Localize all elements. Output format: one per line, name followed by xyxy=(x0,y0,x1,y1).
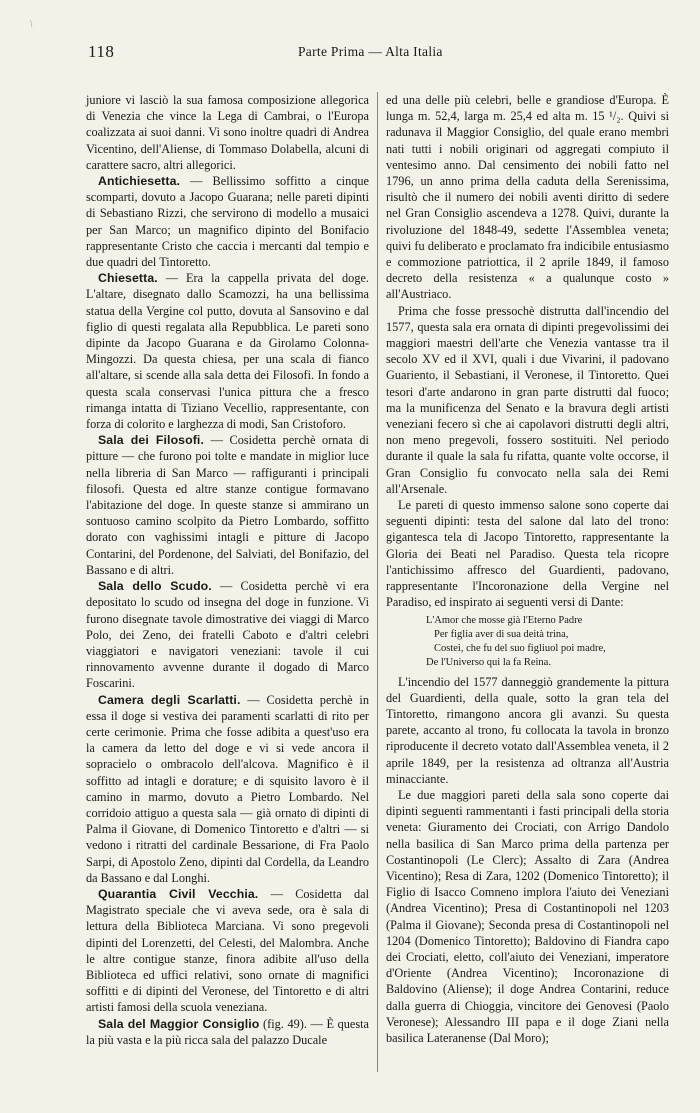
pencil-mark: / xyxy=(27,18,36,30)
paragraph-text: (fig. 49). — È questa la più vasta e la più ricca sala del palazzo Ducale xyxy=(86,1016,370,1047)
paragraph-text: — Era la cappella privata del doge. L'altare, disegnato dallo Scamozzi, ha una bellissima statua della Vergine col putto, dovuta al Sansovino e dal figlio di questi regalata alla Repubblica. Le pareti sono dipinte da Jacopo Guarana e da Girolamo Colonna-Mingozzi. Da questa chiesa, per una scala di fianco all'altare, si scende alla sala detta dei Filosofi. In fondo a questa scala conservasi l'unica pittura che a fresco rimanga intatta di Tiziano Vecellio, rappresentante, con forza di colorito e larghezza di modi, San Cristoforo. xyxy=(86,271,369,432)
paragraph xyxy=(86,92,369,173)
section-heading: Sala dei Filosofi. xyxy=(98,433,204,448)
verse-line: De l'Universo qui la fa Reina. xyxy=(426,656,551,668)
page-number: 118 xyxy=(88,42,115,61)
paragraph xyxy=(86,692,369,886)
paragraph xyxy=(386,674,669,787)
paragraph xyxy=(386,92,669,303)
right-column xyxy=(386,92,669,1046)
section-heading: Sala dello Scudo. xyxy=(98,579,212,594)
paragraph-text: — Cosidetta perchè ornata di pitture — che furono poi tolte e mandate in miglior luce nella libreria di San Marco — raffiguranti i principali filosofi. Questa ed altre stanze contigue formavano l'abitazione del doge. In queste stanze si ammirano un sontuoso camino scolpito da Pietro Lombardo, soffitto dorato con vaghissimi intagli e pitture di Jacopo Contarini, del Pordenone, del Salviati, del Bonifazio, del Bassano e di altri. xyxy=(86,433,369,577)
paragraph xyxy=(86,173,369,270)
left-column xyxy=(86,92,369,1048)
paragraph-text: Prima che fosse pressochè distrutta dall'incendio del 1577, questa sala era ornata di dipinti pregevolissimi dei maggiori maestri dell'arte che Venezia vantasse tra il secolo XV ed il XVI, quali i due Vivarini, il padovano Guariento, il Sebastiani, il Veronese, il Tintoretto. Quei tesori d'arte andarono in gran parte distrutti dal fuoco; ma la munificenza del Senato e la bravura degli artisti veneziani fecero sì che ai capolavori distrutti degli altri, non meno pregevoli, fossero sostituiti. Nel periodo durante il quale la sala fu rifatta, quante volte occorse, il Gran Consiglio fu convocato nella sala dei Remi all'Arsenale. xyxy=(386,303,669,496)
verse-line: Per figlia aver di sua deità trina, xyxy=(434,628,569,640)
paragraph xyxy=(386,303,669,497)
paragraph-text: Le pareti di questo immenso salone sono coperte dai seguenti dipinti: testa del salone dal lato del trono: gigantesca tela di Jacopo Tintoretto, rappresentante la Gloria dei Beati nel Paradiso. Questa tela ricopre l'antichissimo affresco del Guardienti, padovano, rappresentante l'Incoronazione della Vergine nel Paradiso, ed inspirato ai seguenti versi di Dante: xyxy=(386,498,669,610)
paragraph xyxy=(386,787,669,1046)
verse-line: L'Amor che mosse già l'Eterno Padre xyxy=(426,614,583,626)
paragraph xyxy=(86,432,369,578)
paragraph xyxy=(86,270,369,432)
paragraph xyxy=(86,886,369,1016)
section-heading: Antichiesetta. xyxy=(98,174,181,189)
text-columns xyxy=(86,92,670,1092)
paragraph-text: — Cosidetta perchè vi era depositato lo scudo od insegna del doge in funzione. Vi furono disegnate tavole dimostrative dei viaggi di Marco Polo, dei Zeno, dei fratelli Caboto e d'altri celebri viaggiatori e navigatori veneziani: tavole il cui rinnovamento avvenne durante il dogado di Marco Foscarini. xyxy=(86,579,369,691)
section-heading: Quarantia Civil Vecchia. xyxy=(98,886,259,901)
column-divider xyxy=(377,92,378,1072)
paragraph xyxy=(386,497,669,610)
page-header xyxy=(88,42,655,64)
paragraph-text: — Cosidetta perchè in essa il doge si vestiva dei paramenti scarlatti di rito per certe cerimonie. Prima che fosse adibita a quest'uso era la camera da letto del doge e vi si vede ancora il sopracielo o ombracolo dell'alcova. Magnifico è il soffitto ad intagli e dorature; e di squisito lavoro è il camino in marmo, dovuto a Pietro Lombardo. Nel corridoio attiguo a questa sala — già ornato di dipinti di Palma il Giovane, di Domenico Tintoretto e d'altri — si vedono i ritratti del cardinale Bessarione, di Fra Paolo Sarpi, di Apostolo Zeno, dipinti dal Cordella, da Leandro da Bassano e dal Longhi. xyxy=(86,692,369,885)
verse-line: Costei, che fu del suo figliuol poi madre, xyxy=(434,642,606,654)
paragraph-text: ed una delle più celebri, belle e grandiose d'Europa. È lunga m. 52,4, larga m. 25,4 ed alta m. 15 ¹/₂. Quivi si radunava il Maggior Consiglio, del quale erano membri nati tutti i nobili originari od aggregati compiuto il ventesimo anno. Dal censimento dei nobili fatto nel 1796, un anno prima della caduta della Serenissima, risultò che il numero dei nobili aventi diritto di sedere nel Gran Consiglio ascendeva a 1278. Quivi, durante la rivoluzione del 1848-49, sedette l'Assemblea veneta; quivi fu deliberato e proclamato fra indicibile entusiasmo e commozione patriottica, il 2 aprile 1849, il famoso decreto della resistenza « a qualunque costo » all'Austriaco. xyxy=(386,93,669,302)
paragraph xyxy=(86,1016,369,1048)
paragraph-text: L'incendio del 1577 danneggiò grandemente la pittura del Guardienti, della quale, sotto la gran tela del Tintoretto, rimangono ancora gli avanzi. Su questa parete, accanto al trono, fu collocata la tavola in bronzo riproducente il decreto votato dall'Assemblea veneta, il 2 aprile 1849, per la resistenza ad oltranza all'Austria minacciante. xyxy=(386,674,669,786)
section-heading: Sala del Maggior Consiglio xyxy=(98,1016,260,1031)
paragraph-text: — Bellissimo soffitto a cinque scomparti, dovuto a Jacopo Guarana; nelle pareti dipinti di Sebastiano Rizzi, che servirono di modello a musaici per San Marco; un magnifico dipinto del Bonifacio rappresentante Cristo che caccia i mercanti dal tempio e due quadri del Tintoretto. xyxy=(86,174,369,270)
paragraph-text: — Cosidetta dal Magistrato speciale che vi aveva sede, ora è sala di lettura della Biblioteca Marciana. Vi sono pregevoli dipinti del Lorenzetti, del Celesti, del Malombra. Anche le altre contigue stanze, finora adibite all'uso della Biblioteca ed uffici relativi, sono ornate di magnifici soffitti e di dipinti del Veronese, del Tintoretto e di altri artisti famosi della scuola veneziana. xyxy=(86,886,369,1015)
section-heading: Chiesetta. xyxy=(98,271,158,286)
paragraph-text: juniore vi lasciò la sua famosa composizione allegorica di Venezia che vince la Lega di Cambrai, o l'Europa coalizzata ai suoi danni. Vi sono inoltre quadri di Andrea Vicentino, dell'Aliense, di Tommaso Dolabella, alcuni di carattere sacro, altri allegorici. xyxy=(86,93,369,172)
paragraph xyxy=(86,578,369,691)
running-head: Parte Prima — Alta Italia xyxy=(298,44,443,59)
paragraph-text: Le due maggiori pareti della sala sono coperte dai dipinti seguenti rammentanti i fasti principali della storia veneta: Giuramento dei Crociati, con Arrigo Dandolo nella basilica di San Marco prima della partenza per Costantinopoli (Le Clerc); Assalto di Zara (Andrea Vicentino); Resa di Zara, 1202 (Domenico Tintoretto); il Figlio di Isacco Comneno implora l'aiuto dei Veneziani (Andrea Vicentino); Presa di Costantinopoli nel 1203 (Palma il Giovane); Seconda presa di Costantinopoli nel 1204 (Domenico Tintoretto); Baldovino di Fiandra capo dei Crociati, eletto, coll'aiuto dei Veneziani, imperatore d'Oriente (Andrea Vicentino); Incoronazione di Baldovino (Aliense); il doge Andrea Contarini, reduce dalla guerra di Chioggia, vincitore dei Genovesi (Paolo Veronese); Alessandro III papa e il doge Ziani nella basilica Lateranense (Dal Moro); xyxy=(386,787,669,1045)
dante-verses xyxy=(426,614,669,670)
section-heading: Camera degli Scarlatti. xyxy=(98,692,241,707)
